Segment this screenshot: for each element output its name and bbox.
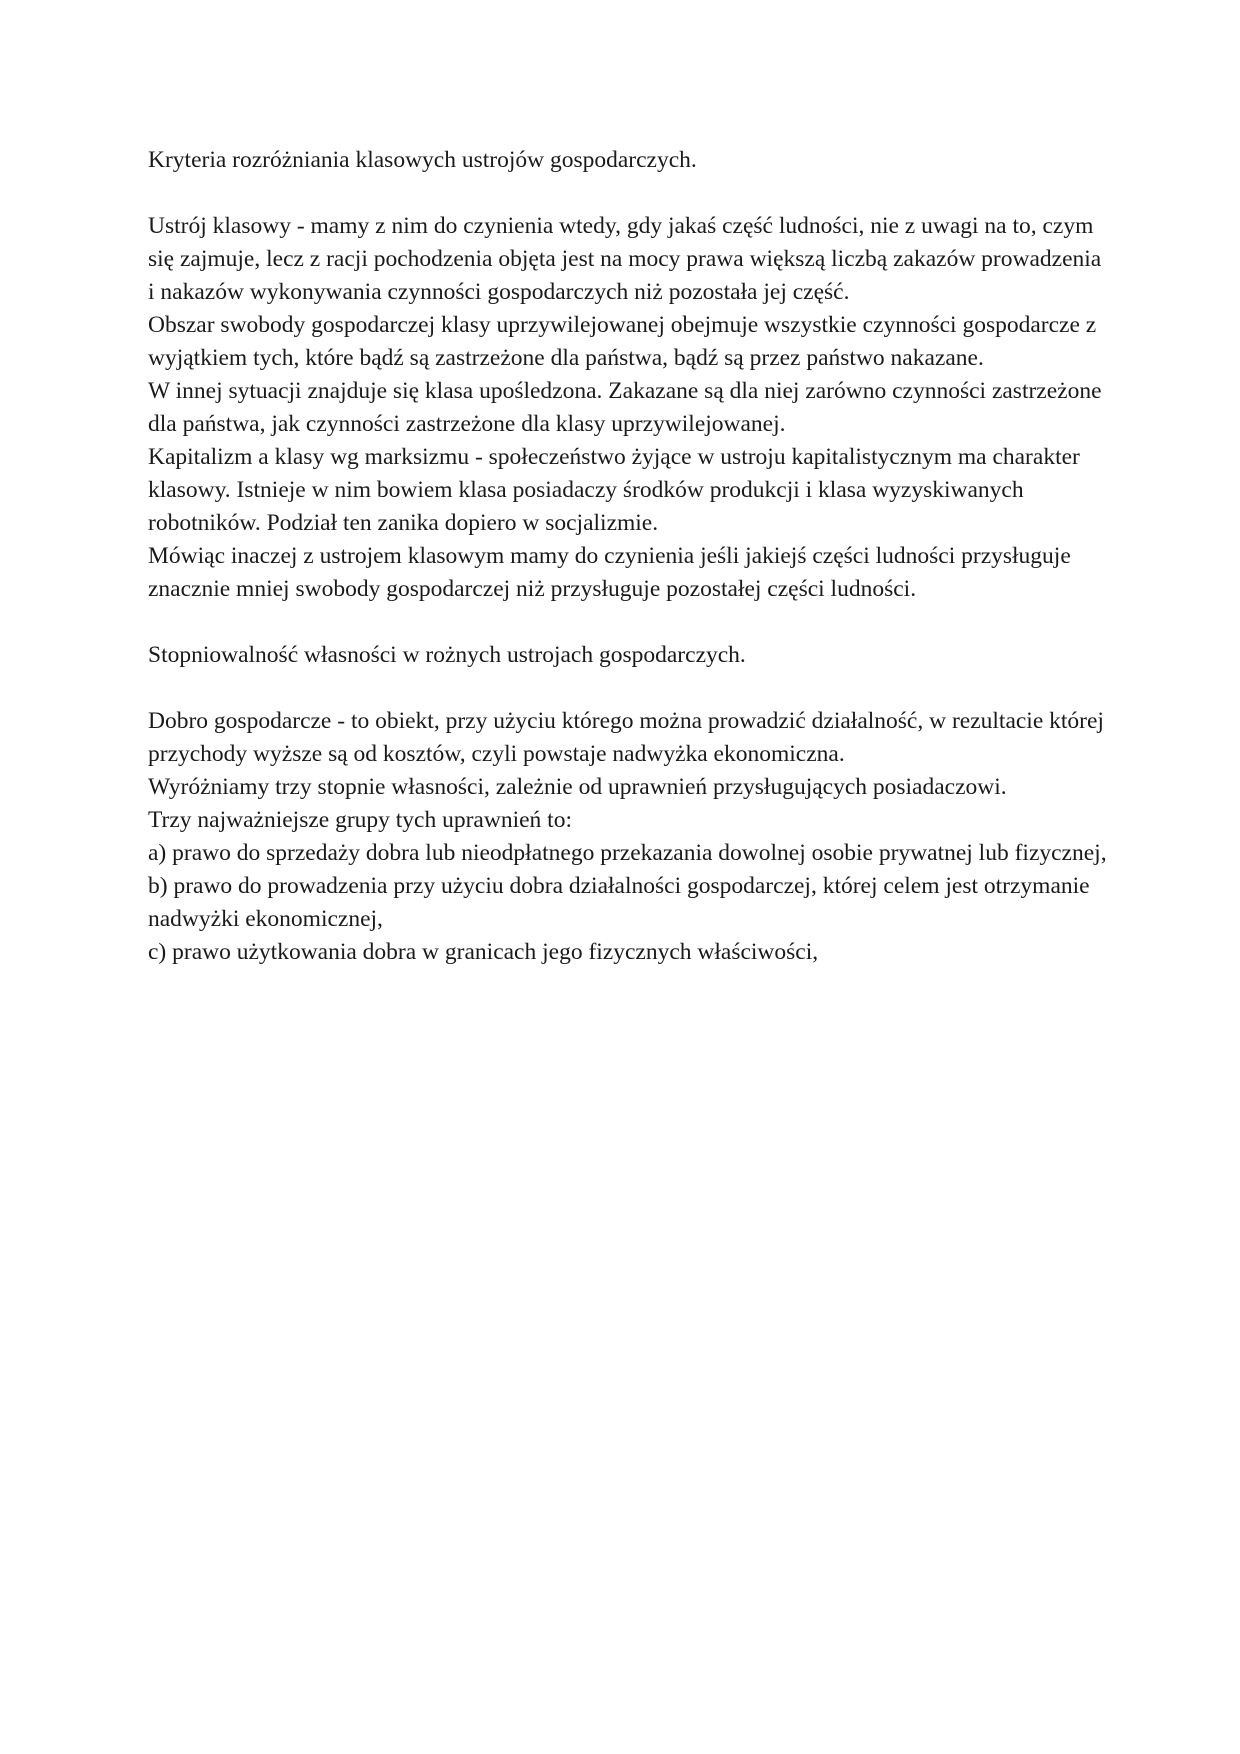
document-body <box>148 144 1108 969</box>
paragraph-class-system-summary: Mówiąc inaczej z ustrojem klasowym mamy do czynienia jeśli jakiejś części ludności przysługuje znacznie mniej swobody gospodarczej niż przysługuje pozostałej części ludności. <box>148 543 1071 602</box>
list-item-right-c: c) prawo użytkowania dobra w granicach jego fizycznych właściwości, <box>148 939 819 965</box>
section-heading-ownership-gradation: Stopniowalność własności w rożnych ustrojach gospodarczych. <box>148 642 746 668</box>
paragraph-disadvantaged-class: W innej sytuacji znajduje się klasa upośledzona. Zakazane są dla niej zarówno czynności zastrzeżone dla państwa, jak czynności zastrzeżone dla klasy uprzywilejowanej. <box>148 378 1102 437</box>
paragraph-rights-groups-intro: Trzy najważniejsze grupy tych uprawnień to: <box>148 807 572 833</box>
paragraph-economic-good-definition: Dobro gospodarcze - to obiekt, przy użyciu którego można prowadzić działalność, w rezultacie której przychody wyższe są od kosztów, czyli powstaje nadwyżka ekonomiczna. <box>148 708 1104 767</box>
list-item-right-a: a) prawo do sprzedaży dobra lub nieodpłatnego przekazania dowolnej osobie prywatnej lub fizycznej, <box>148 840 1107 866</box>
paragraph-capitalism-marxism: Kapitalizm a klasy wg marksizmu - społeczeństwo żyjące w ustroju kapitalistycznym ma charakter klasowy. Istnieje w nim bowiem klasa posiadaczy środków produkcji i klasa wyzyskiwanych robotników. Podział ten zanika dopiero w socjalizmie. <box>148 444 1080 536</box>
paragraph-privileged-class: Obszar swobody gospodarczej klasy uprzywilejowanej obejmuje wszystkie czynności gospodarcze z wyjątkiem tych, które bądź są zastrzeżone dla państwa, bądź są przez państwo nakazane. <box>148 312 1097 371</box>
list-item-right-b: b) prawo do prowadzenia przy użyciu dobra działalności gospodarczej, której celem jest otrzymanie nadwyżki ekonomicznej, <box>148 873 1090 932</box>
paragraph-ownership-degrees: Wyróżniamy trzy stopnie własności, zależnie od uprawnień przysługujących posiadaczowi. <box>148 774 1007 800</box>
paragraph-class-system-definition: Ustrój klasowy - mamy z nim do czynienia wtedy, gdy jakaś część ludności, nie z uwagi na to, czym się zajmuje, lecz z racji pochodzenia objęta jest na mocy prawa większą liczbą zakazów prowadzenia i nakazów wykonywania czynności gospodarczych niż pozostała jej część. <box>148 213 1102 305</box>
section-heading-class-systems: Kryteria rozróżniania klasowych ustrojów gospodarczych. <box>148 147 697 173</box>
